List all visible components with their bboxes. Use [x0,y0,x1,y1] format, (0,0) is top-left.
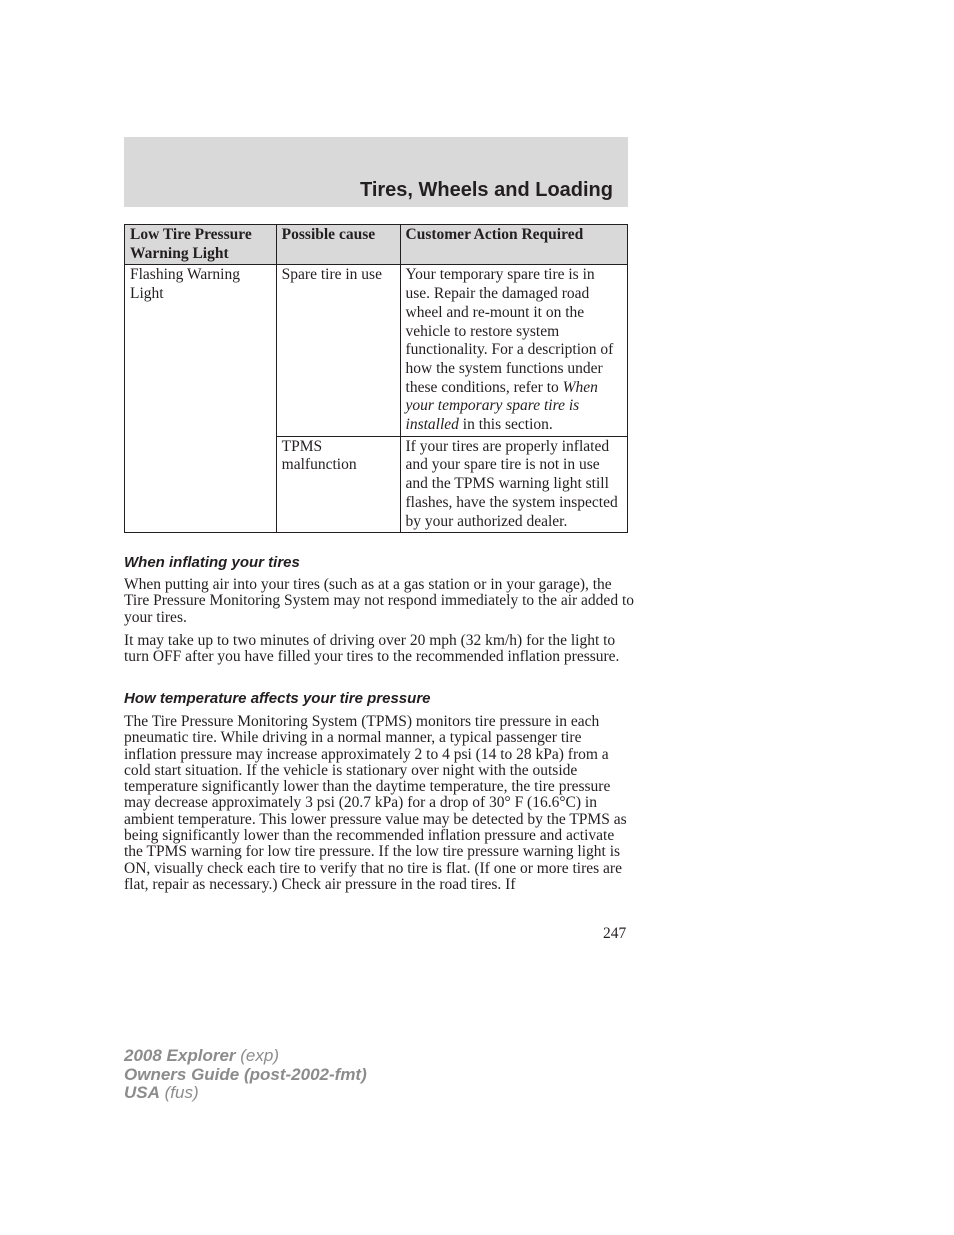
temperature-heading: How temperature affects your tire pressure [124,690,431,707]
footer-market-code: (fus) [164,1083,199,1102]
customer-action-cell: If your tires are properly inflated and your spare tire is not in use and the TPMS warning light still flashes, have the system inspected by your authorized dealer. [400,436,627,533]
action-text: Your temporary spare tire is in use. Repair the damaged road wheel and re-mount it on the vehicle to restore system functionality. For a description of how the system functions under these conditions, refer to [405,266,614,396]
table-header-warning-light: Low Tire Pressure Warning Light [125,225,277,265]
document-footer [124,1047,367,1103]
possible-cause-cell: Spare tire in use [276,265,400,436]
footer-line-market [124,1084,367,1103]
inflating-paragraph-1: When putting air into your tires (such as at a gas station or in your garage), the Tire Pressure Monitoring System may not respond immediately to the air added to your tires. [124,576,634,626]
inflating-paragraph-2: It may take up to two minutes of driving over 20 mph (32 km/h) for the light to turn OFF after you have filled your tires to the recommended inflation pressure. [124,632,620,666]
footer-line-guide [124,1066,367,1085]
tpms-warning-table [124,224,628,533]
footer-model: 2008 Explorer [124,1046,236,1065]
possible-cause-cell: TPMS malfunction [276,436,400,533]
footer-guide: Owners Guide (post-2002-fmt) [124,1064,367,1084]
cross-reference-text: When your temporary spare tire is installed [405,378,598,434]
section-header-band [124,137,628,207]
table-header-row [125,225,628,265]
table-row [125,265,628,436]
footer-market: USA [124,1083,160,1102]
footer-model-code: (exp) [240,1046,279,1065]
customer-action-cell [400,265,627,436]
section-title: Tires, Wheels and Loading [359,179,613,201]
action-text-end: in this section. [458,416,553,434]
temperature-paragraph: The Tire Pressure Monitoring System (TPMS) monitors tire pressure in each pneumatic tire. While driving in a normal manner, a typical passenger tire inflation pressure may increase approximately 2 to 4 psi (14 to 28 kPa) from a cold start situation. If the vehicle is stationary over night with the outside temperature significantly lower than the daytime temperature, the tire pressure may decrease approximately 3 psi (20.7 kPa) for a drop of 30° F (16.6°C) in ambient temperature. This lower pressure value may be detected by the TPMS as being significantly lower than the recommended inflation pressure and activate the TPMS warning for low tire pressure. If the low tire pressure warning light is ON, visually check each tire to verify that no tire is flat. (If one or more tires are flat, repair as necessary.) Check air pressure in the road tires. If [124,713,627,893]
warning-light-state-cell: Flashing Warning Light [125,265,277,533]
table-header-possible-cause: Possible cause [276,225,400,265]
inflating-heading: When inflating your tires [124,554,300,571]
footer-line-model [124,1047,367,1066]
table-header-customer-action: Customer Action Required [400,225,627,265]
page-number: 247 [603,925,627,942]
